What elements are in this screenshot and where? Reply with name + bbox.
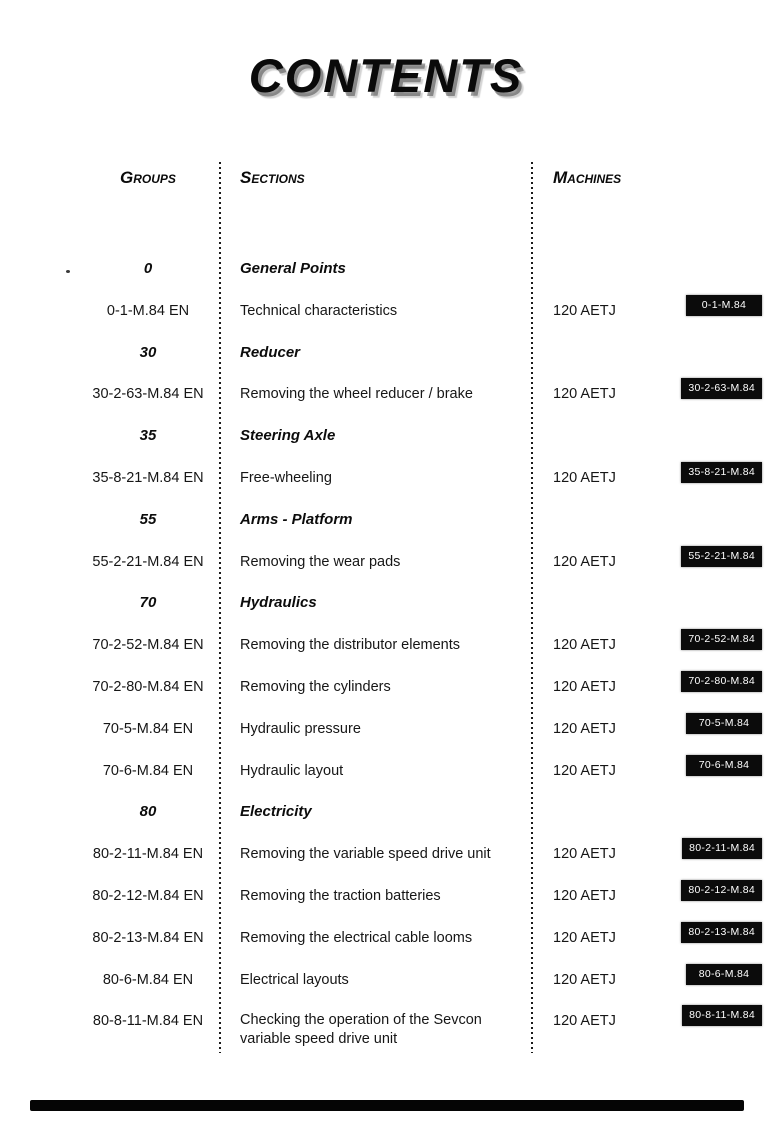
column-header-machines: machines (553, 168, 622, 187)
section-title: Electricity (240, 803, 312, 820)
page-tab: 80-6-M.84 (686, 964, 762, 985)
section-title: Removing the distributor elements (240, 637, 461, 653)
toc-row (0, 415, 772, 457)
toc-row (0, 541, 772, 583)
section-title: Removing the traction batteries (240, 888, 441, 904)
toc-row (0, 499, 772, 541)
toc-row (0, 875, 772, 917)
group-code: 35-8-21-M.84 EN (92, 470, 204, 486)
section-title: General Points (240, 260, 346, 277)
page-tab: 30-2-63-M.84 (681, 378, 762, 399)
group-code: 35 (139, 427, 157, 444)
group-code: 55 (139, 511, 157, 528)
section-title: Free-wheeling (240, 470, 332, 486)
toc-row (0, 666, 772, 708)
toc-row (0, 582, 772, 624)
page-tab: 35-8-21-M.84 (681, 462, 762, 483)
machine-model: 120 AETJ (553, 846, 616, 862)
machine-model: 120 AETJ (553, 1013, 616, 1029)
page-tab: 70-5-M.84 (686, 713, 762, 734)
group-code: 80-6-M.84 EN (102, 972, 194, 988)
group-code: 30 (139, 344, 157, 361)
group-code: 80-8-11-M.84 EN (92, 1013, 204, 1029)
toc-row (0, 959, 772, 1001)
group-code: 80-2-11-M.84 EN (92, 846, 204, 862)
section-title: Removing the wheel reducer / brake (240, 386, 473, 402)
toc-row (0, 917, 772, 959)
toc-row (0, 750, 772, 792)
section-title: Hydraulic pressure (240, 721, 361, 737)
machine-model: 120 AETJ (553, 637, 616, 653)
page-tab: 55-2-21-M.84 (681, 546, 762, 567)
page-tab: 0-1-M.84 (686, 295, 762, 316)
section-title: Removing the wear pads (240, 554, 401, 570)
machine-model: 120 AETJ (553, 679, 616, 695)
section-title: Electrical layouts (240, 972, 349, 988)
toc-row (0, 290, 772, 332)
toc-row (0, 373, 772, 415)
toc-row (0, 332, 772, 374)
column-header-sections: sections (240, 168, 305, 187)
scan-edge-bar (30, 1100, 744, 1111)
toc-row (0, 708, 772, 750)
page-tab: 70-2-52-M.84 (681, 629, 762, 650)
section-title: Removing the variable speed drive unit (240, 846, 491, 862)
group-code: 70 (139, 594, 157, 611)
machine-model: 120 AETJ (553, 386, 616, 402)
section-title: Removing the electrical cable looms (240, 930, 473, 946)
group-code: 70-6-M.84 EN (102, 763, 194, 779)
page-tab: 70-6-M.84 (686, 755, 762, 776)
page-tab: 80-2-13-M.84 (681, 922, 762, 943)
toc-row (0, 833, 772, 875)
machine-model: 120 AETJ (553, 888, 616, 904)
section-title: Removing the cylinders (240, 679, 391, 695)
section-title: Hydraulics (240, 594, 317, 611)
machine-model: 120 AETJ (553, 470, 616, 486)
toc-row (0, 1000, 772, 1047)
toc-row (0, 248, 772, 290)
machine-model: 120 AETJ (553, 303, 616, 319)
toc-row (0, 457, 772, 499)
group-code: 30-2-63-M.84 EN (92, 386, 204, 402)
machine-model: 120 AETJ (553, 930, 616, 946)
page-tab: 80-2-11-M.84 (682, 838, 762, 859)
section-title: Hydraulic layout (240, 763, 344, 779)
group-code: 55-2-21-M.84 EN (92, 554, 204, 570)
group-code: 70-5-M.84 EN (102, 721, 194, 737)
page-title: CONTENTS (248, 49, 524, 102)
column-header-groups: Groups (120, 168, 176, 187)
toc-row (0, 791, 772, 833)
machine-model: 120 AETJ (553, 763, 616, 779)
machine-model: 120 AETJ (553, 972, 616, 988)
group-code: 80-2-13-M.84 EN (92, 930, 204, 946)
machine-model: 120 AETJ (553, 721, 616, 737)
page-tab: 80-2-12-M.84 (681, 880, 762, 901)
machine-model: 120 AETJ (553, 554, 616, 570)
page-tab: 70-2-80-M.84 (681, 671, 762, 692)
section-title: Technical characteristics (240, 303, 398, 319)
group-code: 0 (143, 260, 153, 277)
toc-row (0, 624, 772, 666)
group-code: 70-2-80-M.84 EN (92, 679, 204, 695)
group-code: 70-2-52-M.84 EN (92, 637, 204, 653)
group-code: 80 (139, 803, 157, 820)
section-title: Reducer (240, 344, 301, 361)
page-tab: 80-8-11-M.84 (682, 1005, 762, 1026)
scan-speck (66, 270, 70, 273)
section-title: Arms - Platform (240, 511, 353, 528)
section-title: Checking the operation of the Sevcon variable speed drive unit (240, 1012, 482, 1047)
group-code: 80-2-12-M.84 EN (92, 888, 204, 904)
section-title: Steering Axle (240, 427, 336, 444)
group-code: 0-1-M.84 EN (106, 303, 190, 319)
